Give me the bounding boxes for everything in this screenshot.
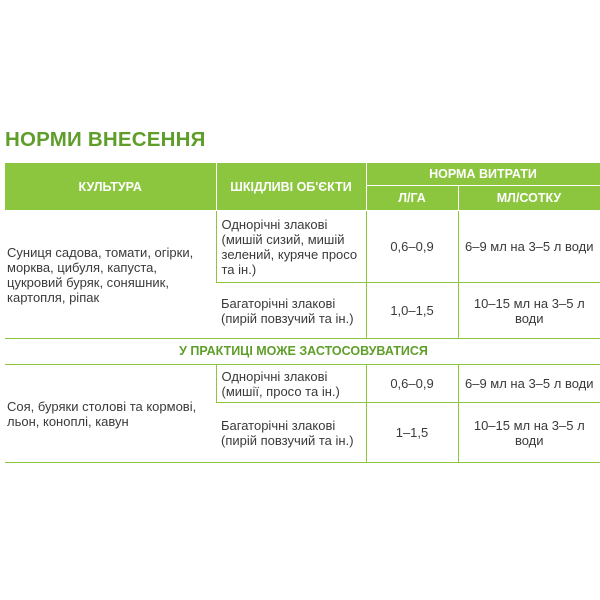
table-header-row bbox=[5, 163, 600, 186]
table-row bbox=[5, 365, 600, 403]
pest-cell: Однорічні злакові (мишії, просо та ін.) bbox=[216, 365, 366, 403]
pest-cell: Багаторічні злакові (пирій повзучий та ін.) bbox=[216, 403, 366, 463]
header-consumption-rate: НОРМА ВИТРАТИ bbox=[366, 163, 600, 186]
rate-per-are-cell: 6–9 мл на 3–5 л води bbox=[458, 365, 600, 403]
practice-label: У ПРАКТИЦІ МОЖЕ ЗАСТОСОВУВАТИСЯ bbox=[5, 339, 600, 365]
rate-per-ha-cell: 0,6–0,9 bbox=[366, 365, 458, 403]
culture-cell: Соя, буряки столові та кормові, льон, коноплі, кавун bbox=[5, 365, 216, 463]
culture-cell: Суниця садова, томати, огірки, морква, цибуля, капуста, цукровий буряк, соняшник, картопля, ріпак bbox=[5, 211, 216, 339]
rate-per-are-cell: 6–9 мл на 3–5 л води bbox=[458, 211, 600, 283]
page-title: НОРМИ ВНЕСЕННЯ bbox=[5, 128, 206, 151]
header-liters-per-hectare: Л/ГА bbox=[366, 186, 458, 211]
rate-per-ha-cell: 1–1,5 bbox=[366, 403, 458, 463]
section-divider-row bbox=[5, 339, 600, 365]
header-ml-per-are: МЛ/СОТКУ bbox=[458, 186, 600, 211]
header-culture: КУЛЬТУРА bbox=[5, 163, 216, 211]
rate-per-ha-cell: 0,6–0,9 bbox=[366, 211, 458, 283]
rate-per-ha-cell: 1,0–1,5 bbox=[366, 283, 458, 339]
rate-per-are-cell: 10–15 мл на 3–5 л води bbox=[458, 283, 600, 339]
pest-cell: Однорічні злакові (мишій сизий, мишій зелений, куряче просо та ін.) bbox=[216, 211, 366, 283]
header-pests: ШКІДЛИВІ ОБ'ЄКТИ bbox=[216, 163, 366, 211]
pest-cell: Багаторічні злакові (пирій повзучий та ін.) bbox=[216, 283, 366, 339]
table-row bbox=[5, 211, 600, 283]
application-rates-table bbox=[5, 162, 600, 463]
rate-per-are-cell: 10–15 мл на 3–5 л води bbox=[458, 403, 600, 463]
